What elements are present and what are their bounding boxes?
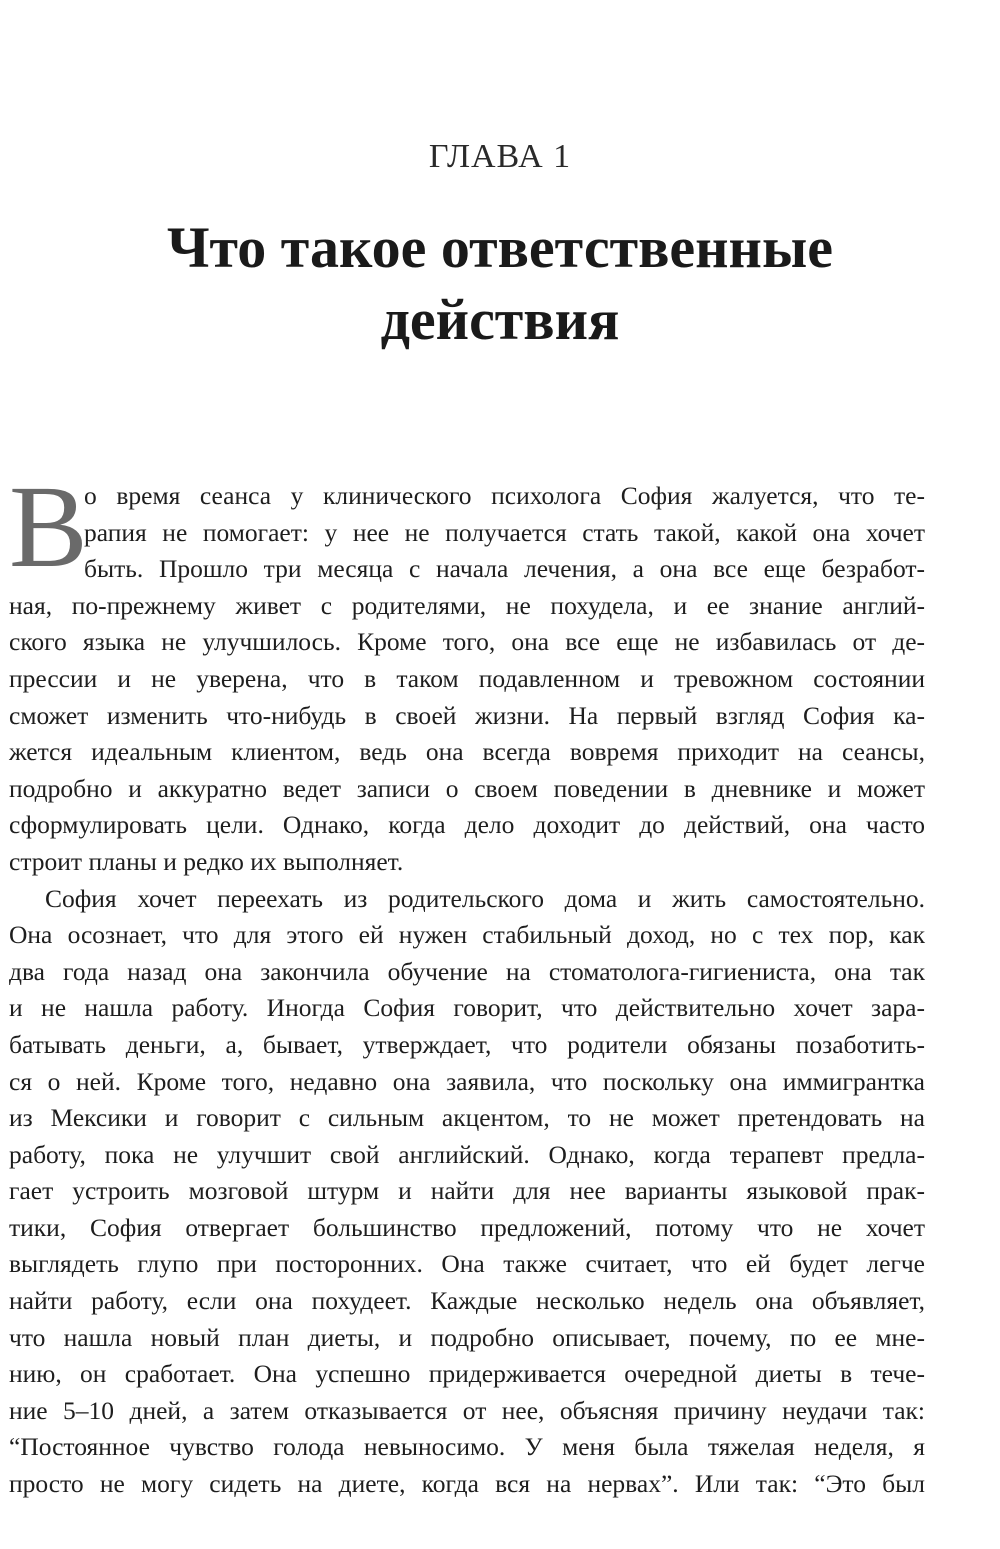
paragraph-2 xyxy=(9,881,925,1503)
text-line: работу, пока не улучшит свой английский. Однако, когда терапевт предла- xyxy=(9,1139,925,1169)
chapter-title xyxy=(0,212,1000,356)
text-line: просто не могу сидеть на диете, когда вся на нервах”. Или так: “Это был xyxy=(9,1469,925,1499)
text-line: ся о ней. Кроме того, недавно она заявила, что поскольку она иммигрантка xyxy=(9,1066,925,1096)
chapter-title-line-1: Что такое ответственные xyxy=(166,215,834,280)
text-line: сможет изменить что-нибудь в своей жизни. На первый взгляд София ка- xyxy=(9,700,925,730)
text-line: что нашла новый план диеты, и подробно описывает, почему, по ее мне- xyxy=(9,1322,925,1352)
text-line: гает устроить мозговой штурм и найти для нее варианты языковой прак- xyxy=(9,1176,925,1206)
text-line: выглядеть глупо при посторонних. Она также считает, что ей будет легче xyxy=(9,1249,925,1279)
text-line: найти работу, если она похудеет. Каждые несколько недель она объявляет, xyxy=(9,1286,925,1316)
chapter-title-line-2: действия xyxy=(380,287,620,352)
text-line: Она осознает, что для этого ей нужен стабильный доход, но с тех пор, как xyxy=(9,920,925,950)
text-line: о время сеанса у клинического психолога София жалуется, что те- xyxy=(84,481,925,510)
text-line: и не нашла работу. Иногда София говорит, что действительно хочет зара- xyxy=(9,993,925,1023)
text-line: ние 5–10 дней, а затем отказывается от нее, объясняя причину неудачи так: xyxy=(9,1395,925,1425)
text-line: рапия не помогает: у нее не получается стать такой, какой она хочет xyxy=(84,517,925,547)
text-line: строит планы и редко их выполняет. xyxy=(9,846,404,876)
drop-cap: В xyxy=(9,461,88,592)
text-line: София хочет переехать из родительского дома и жить самостоятельно. xyxy=(45,883,925,913)
text-line: жется идеальным клиентом, ведь она всегда вовремя приходит на сеансы, xyxy=(9,737,925,767)
text-line: ная, по-прежнему живет с родителями, не похудела, и ее знание англий- xyxy=(9,590,925,620)
text-line: тики, София отвергает большинство предложений, потому что не хочет xyxy=(9,1212,925,1242)
text-line: сформулировать цели. Однако, когда дело доходит до действий, она часто xyxy=(9,810,925,840)
text-line: из Мексики и говорит с сильным акцентом, то не может претендовать на xyxy=(9,1103,925,1133)
body-text xyxy=(9,478,925,1503)
text-line: батывать деньги, а, бывает, утверждает, что родители обязаны позаботить- xyxy=(9,1029,925,1059)
paragraph-1 xyxy=(9,478,925,881)
text-line: два года назад она закончила обучение на стоматолога-гигиениста, она так xyxy=(9,956,925,986)
text-line: нию, он сработает. Она успешно придерживается очередной диеты в тече- xyxy=(9,1359,925,1389)
text-line: подробно и аккуратно ведет записи о своем поведении в дневнике и может xyxy=(9,773,925,803)
text-line: прессии и не уверена, что в таком подавленном и тревожном состоянии xyxy=(9,663,925,693)
text-line: “Постоянное чувство голода невыносимо. У меня была тяжелая неделя, я xyxy=(9,1432,925,1462)
chapter-label: ГЛАВА 1 xyxy=(428,138,572,175)
text-line: быть. Прошло три месяца с начала лечения, а она все еще безработ- xyxy=(84,554,925,584)
text-line: ского языка не улучшилось. Кроме того, она все еще не избавилась от де- xyxy=(9,627,925,657)
